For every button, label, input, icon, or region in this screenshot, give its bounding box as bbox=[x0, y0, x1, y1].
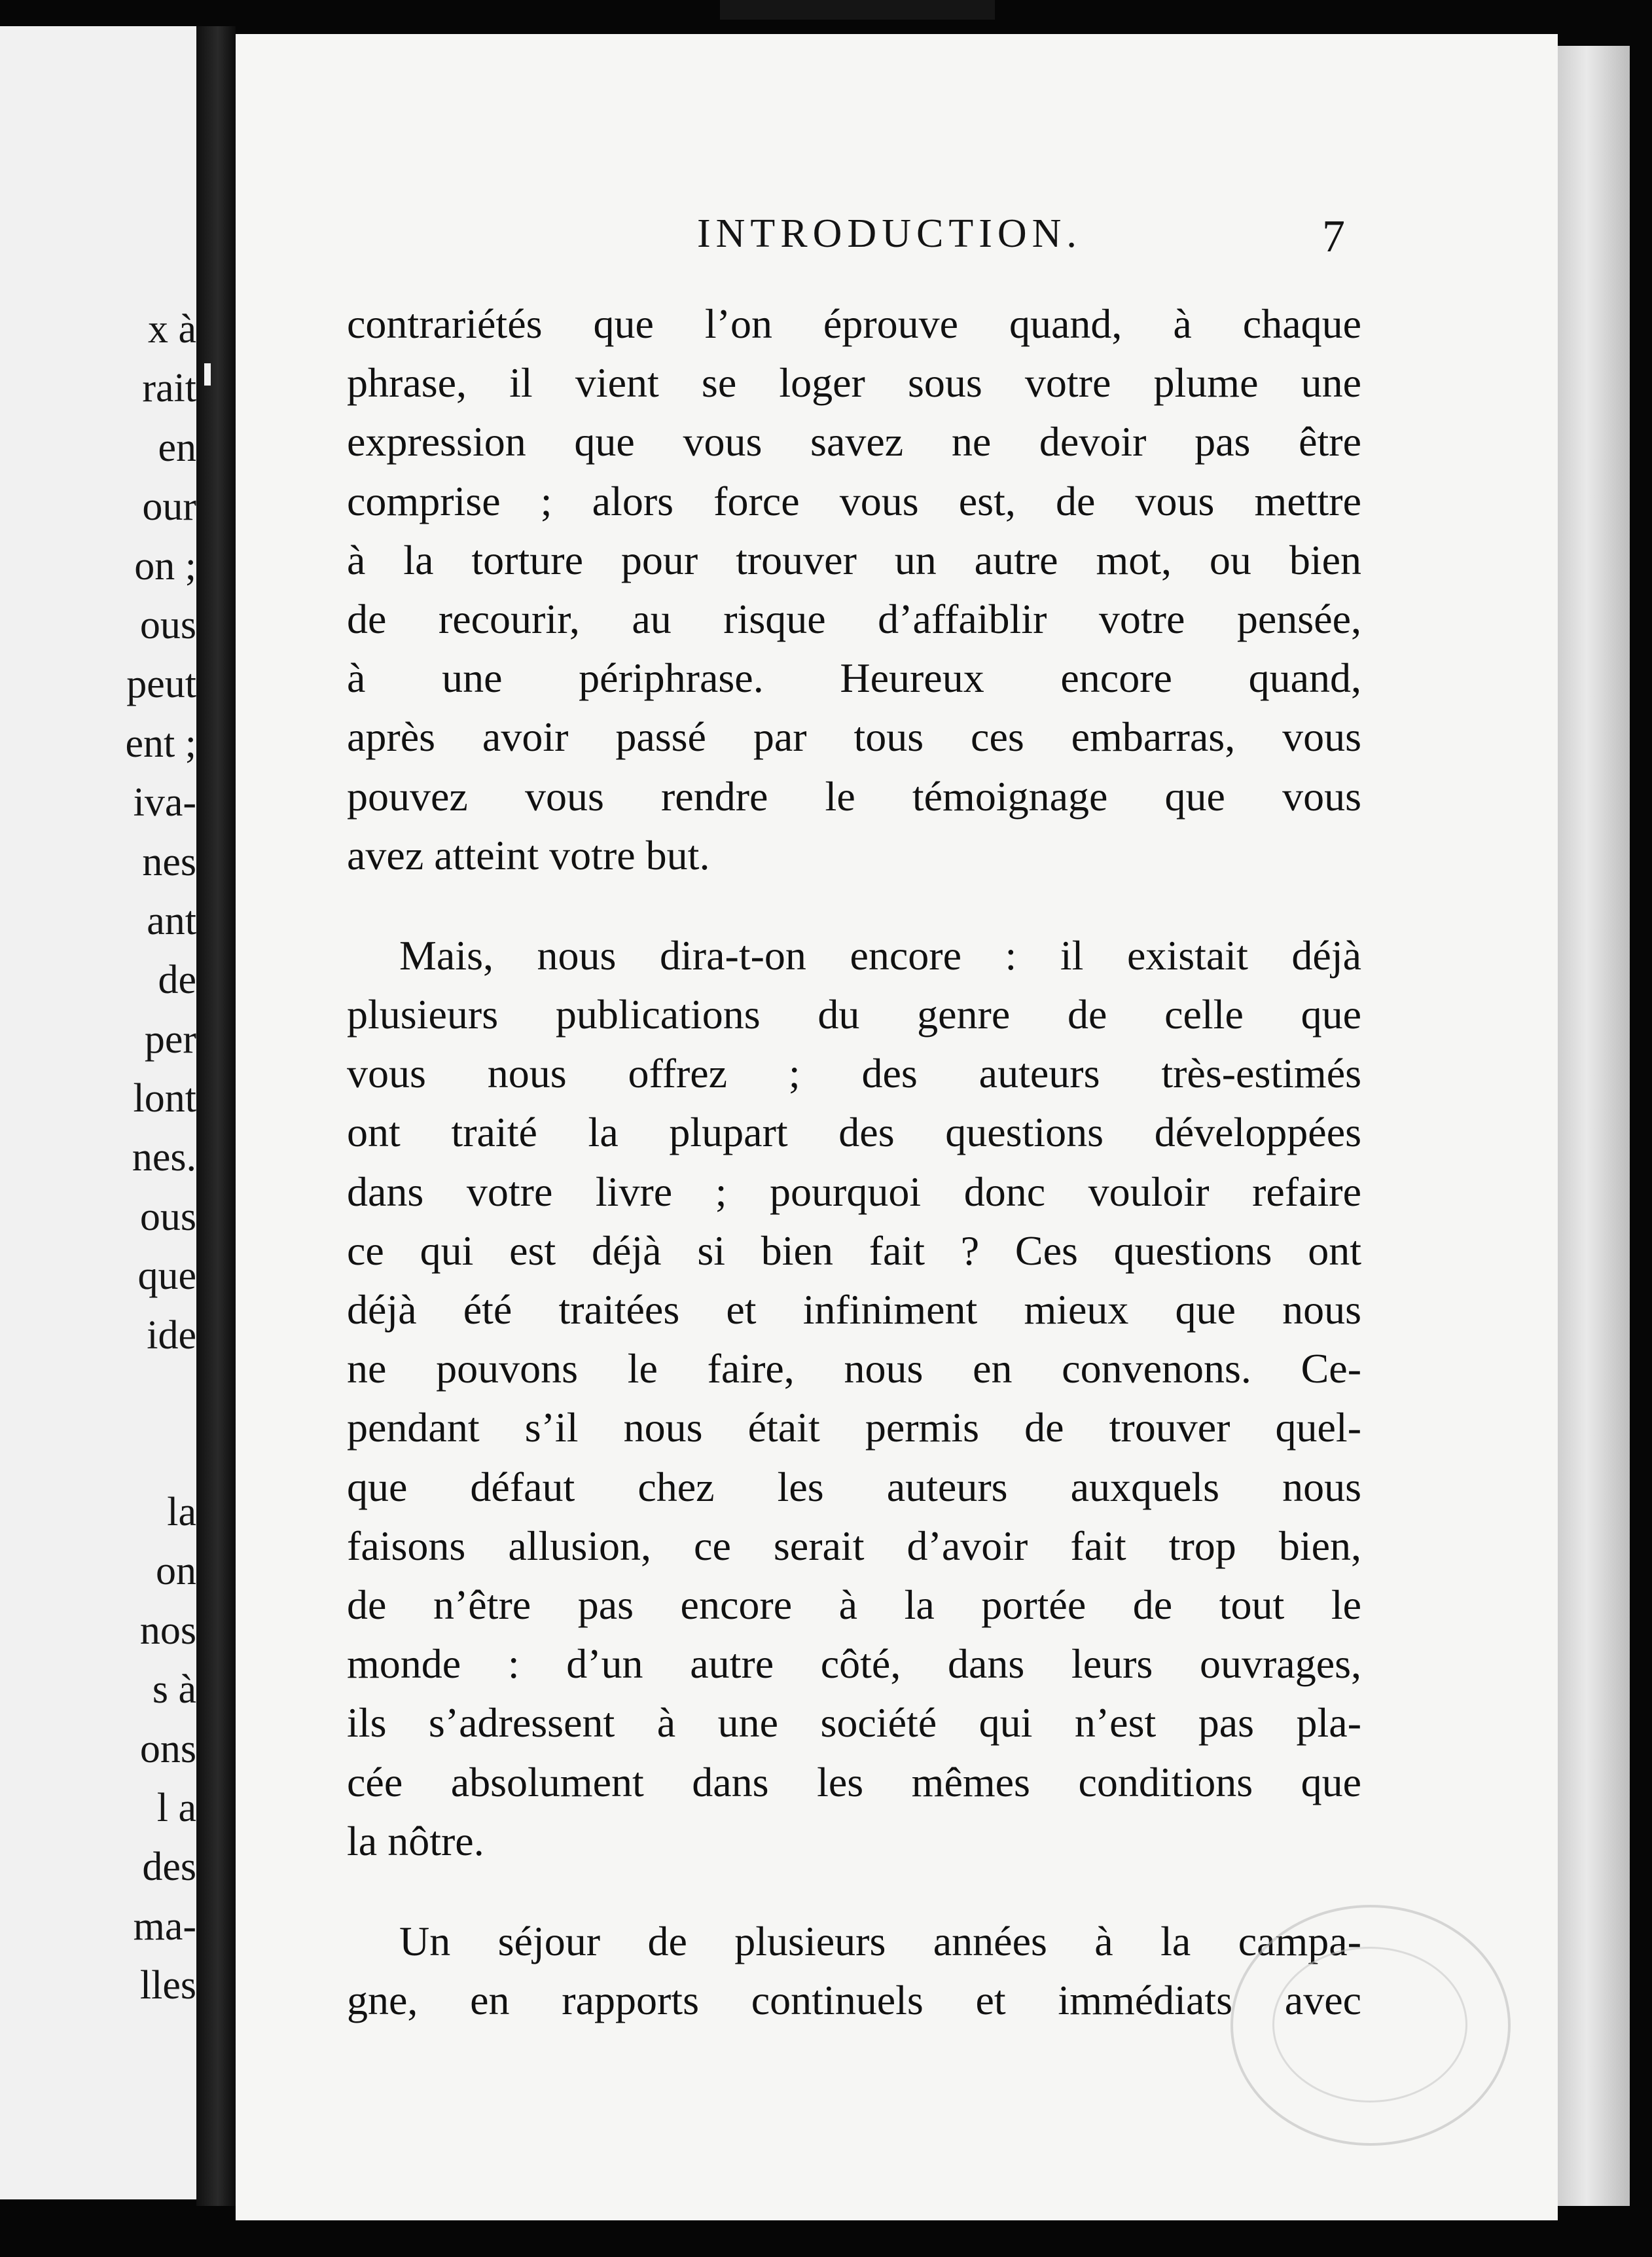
text-line: de n’être pas encore à la portée de tout le bbox=[347, 1581, 1361, 1628]
left-page-line: ide bbox=[147, 1312, 196, 1358]
left-page-line: de bbox=[158, 958, 196, 1003]
text-line: pendant s’il nous était permis de trouver quel- bbox=[347, 1404, 1361, 1451]
text-line: faisons allusion, ce serait d’avoir fait trop bien, bbox=[347, 1522, 1361, 1569]
text-line: à la torture pour trouver un autre mot, ou bien bbox=[347, 536, 1361, 583]
left-page bbox=[0, 26, 196, 2199]
left-page-line: nes. bbox=[132, 1135, 196, 1180]
left-page-line: la bbox=[167, 1490, 196, 1535]
text-line: phrase, il vient se loger sous votre plume une bbox=[347, 359, 1361, 406]
left-page-line: ma- bbox=[133, 1904, 196, 1949]
text-line: cée absolument dans les mêmes conditions que bbox=[347, 1758, 1361, 1805]
text-line: pouvez vous rendre le témoignage que vous bbox=[347, 772, 1361, 820]
text-line: Un séjour de plusieurs années à la campa- bbox=[399, 1917, 1361, 1964]
left-page-line: iva- bbox=[133, 780, 196, 825]
text-line: la nôtre. bbox=[347, 1817, 484, 1864]
text-line: avez atteint votre but. bbox=[347, 831, 710, 878]
library-stamp bbox=[1230, 1905, 1511, 2146]
text-line: dans votre livre ; pourquoi donc vouloir refaire bbox=[347, 1168, 1361, 1215]
gutter-mark bbox=[204, 363, 211, 386]
text-line: de recourir, au risque d’affaiblir votre pensée, bbox=[347, 595, 1361, 642]
text-line: vous nous offrez ; des auteurs très-estimés bbox=[347, 1050, 1361, 1097]
text-line: ils s’adressent à une société qui n’est pas pla- bbox=[347, 1699, 1361, 1746]
text-line: contrariétés que l’on éprouve quand, à chaque bbox=[347, 300, 1361, 347]
left-page-line: our bbox=[142, 484, 196, 530]
left-page-line: ant bbox=[147, 898, 196, 943]
left-page-line: des bbox=[142, 1845, 196, 1890]
left-page-line: s à bbox=[152, 1667, 196, 1712]
left-page-line: lont bbox=[133, 1076, 196, 1121]
text-line: ce qui est déjà si bien fait ? Ces questions ont bbox=[347, 1227, 1361, 1274]
text-line: plusieurs publications du genre de celle que bbox=[347, 991, 1361, 1038]
paragraph bbox=[347, 926, 1361, 1871]
left-page-gap bbox=[7, 1365, 196, 1483]
paragraph bbox=[347, 295, 1361, 885]
text-line: ont traité la plupart des questions développées bbox=[347, 1109, 1361, 1156]
left-page-line: x à bbox=[147, 307, 196, 352]
scan-top-strip bbox=[720, 0, 995, 20]
paragraph bbox=[347, 1912, 1361, 2030]
left-page-line: en bbox=[158, 425, 196, 470]
left-page-line: peut bbox=[126, 662, 196, 707]
left-page-line: on ; bbox=[134, 543, 196, 588]
left-page-line: ous bbox=[139, 1194, 196, 1239]
left-page-line: ent ; bbox=[125, 721, 196, 766]
text-line: comprise ; alors force vous est, de vous mettre bbox=[347, 477, 1361, 524]
text-line: Mais, nous dira-t-on encore : il existait déjà bbox=[399, 931, 1361, 979]
left-page-line: per bbox=[144, 1017, 196, 1062]
text-line: monde : d’un autre côté, dans leurs ouvrages, bbox=[347, 1640, 1361, 1688]
text-line: que défaut chez les auteurs auxquels nous bbox=[347, 1463, 1361, 1510]
text-line: déjà été traitées et infiniment mieux que nous bbox=[347, 1286, 1361, 1333]
book-gutter bbox=[196, 26, 236, 2206]
running-head bbox=[461, 211, 1345, 270]
left-page-line: ons bbox=[139, 1726, 196, 1771]
text-line: ne pouvons le faire, nous en convenons. Ce- bbox=[347, 1345, 1361, 1392]
text-line: gne, en rapports continuels et immédiats avec bbox=[347, 1977, 1361, 2024]
left-page-line: nos bbox=[139, 1608, 196, 1653]
running-title: INTRODUCTION. bbox=[697, 211, 1082, 256]
text-line: à une périphrase. Heureux encore quand, bbox=[347, 655, 1361, 702]
page-number: 7 bbox=[1322, 211, 1345, 262]
left-page-line: ous bbox=[139, 602, 196, 647]
body-text bbox=[347, 295, 1361, 2030]
left-page-line: lles bbox=[139, 1963, 196, 2008]
left-page-line: que bbox=[137, 1254, 196, 1299]
left-page-line: l a bbox=[156, 1785, 196, 1830]
page-edge bbox=[1558, 46, 1630, 2206]
left-page-text bbox=[7, 300, 196, 2015]
left-page-line: on bbox=[156, 1549, 196, 1594]
left-page-line: nes bbox=[142, 839, 196, 884]
left-page-line: rait bbox=[142, 366, 196, 411]
text-line: après avoir passé par tous ces embarras, vous bbox=[347, 713, 1361, 761]
text-line: expression que vous savez ne devoir pas être bbox=[347, 418, 1361, 465]
